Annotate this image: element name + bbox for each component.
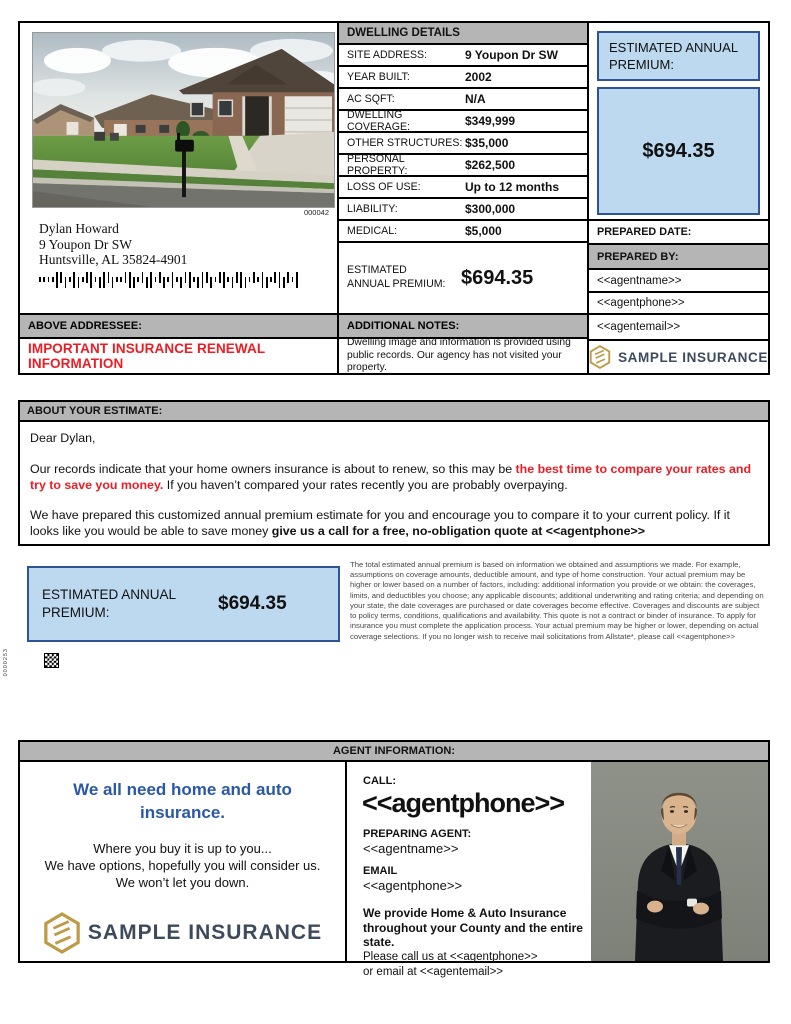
intelligent-mail-barcode [39, 272, 337, 289]
table-row: OTHER STRUCTURES: $35,000 [339, 133, 587, 155]
datamatrix-barcode [45, 654, 58, 667]
agent-phone-large: <<agentphone>> [362, 788, 565, 818]
agent-information-section [18, 740, 770, 978]
premium-panel-value: $694.35 [597, 87, 760, 215]
email-label: EMAIL [363, 865, 398, 877]
additional-notes-cell [339, 336, 587, 374]
agent-name-row: <<agentname>> [589, 268, 768, 291]
dwelling-details-table [339, 23, 589, 373]
dwelling-details-header: DWELLING DETAILS [339, 23, 587, 45]
premium-panel [589, 23, 768, 373]
pitch-heading: We all need home and auto insurance. [73, 780, 292, 822]
top-summary-section [18, 21, 770, 375]
agent-portrait-graphic [591, 762, 768, 961]
agent-email-row: <<agentemail>> [589, 313, 768, 339]
brand-logo-large [20, 912, 345, 954]
letter-paragraph-1: Our records indicate that your home owners insurance is about to renew, so this may be the best time to compare your rates and try to save you money. If you haven’t compared your rates recently you are probably overpaying. [30, 461, 752, 492]
blurb-email-line: or email at <<agentemail>> [363, 965, 504, 978]
letter-red-highlight: the best time to compare your rates and try to save you money. [30, 461, 752, 492]
pitch-lines: Where you buy it is up to you... We have options, hopefully you will consider us. We won’t let you down. [44, 840, 321, 891]
premium-summary-label: ESTIMATED ANNUAL PREMIUM: [42, 586, 176, 620]
agent-contact-cell [347, 762, 591, 978]
table-row: MEDICAL: $5,000 [339, 221, 587, 243]
agent-phone-row: <<agentphone>> [589, 291, 768, 313]
addressee-block [20, 219, 337, 268]
brand-hexagon-icon [589, 345, 611, 369]
agency-pitch-cell [20, 762, 347, 961]
estimate-letter [20, 422, 768, 564]
coverage-blurb: We provide Home & Auto Insurance throughout your County and the entire state. [363, 906, 583, 950]
letter-paragraph-2: We have prepared this customized annual premium estimate for you and encourage you to compare it to your current policy. If it looks like you would be able to save money give us a call for a free, no-obligation quote at <<agentphone>> [30, 508, 730, 538]
addressee-column [20, 23, 339, 373]
table-row: LOSS OF USE: Up to 12 months [339, 177, 587, 199]
table-row: LIABILITY: $300,000 [339, 199, 587, 221]
print-control-code: 0000253 [3, 648, 9, 677]
agent-portrait-photo [591, 762, 768, 961]
call-label: CALL: [363, 775, 396, 787]
additional-notes-header: ADDITIONAL NOTES: [339, 313, 587, 339]
premium-summary-box [27, 566, 340, 642]
agent-information-header: AGENT INFORMATION: [20, 742, 768, 762]
premium-panel-label: ESTIMATED ANNUAL PREMIUM: [597, 31, 760, 81]
estimated-premium-row: ESTIMATED ANNUAL PREMIUM: $694.35 [347, 264, 534, 290]
above-addressee-header: ABOVE ADDRESSEE: [20, 313, 337, 339]
prepared-by-row: PREPARED BY: [589, 243, 768, 268]
renewal-message: IMPORTANT INSURANCE RENEWAL INFORMATION [28, 341, 265, 371]
about-your-estimate-section [18, 400, 770, 546]
additional-notes-text: Dwelling image and information is provided using public records. Our agency has not visited your property. [347, 336, 571, 374]
photo-id-label: 000042 [303, 208, 329, 217]
about-estimate-header: ABOUT YOUR ESTIMATE: [20, 402, 768, 422]
dwelling-photo [32, 32, 335, 208]
table-row: YEAR BUILT: 2002 [339, 67, 587, 89]
brand-name: SAMPLE INSURANCE [618, 349, 768, 365]
legal-disclaimer: The total estimated annual premium is based on information we obtained and assumptions we made. For example, assumptions on coverage amounts, deductible amount, and type of home construction. Your actual premium may be higher or lower based on a number of factors, including: additional information you provide or we obtain: the coverages, limits, and deductibles you choose; any applicable discounts; additional underwriting and rating criteria; and depending on your state, the date coverages are purchased or date coverages become effective. Coverages and discounts are subject to policy terms, conditions, qualifications and availability. This quote is not a contract or binder of insurance. To apply for insurance you must complete the application process. Your actual premium may be higher or lower, depending on actual coverage selections. If you no longer wish to receive mail solicitations from Allstate*, please call <<agentphone>> [350, 560, 764, 641]
letter-salutation: Dear Dylan, [30, 431, 96, 445]
blurb-call-line: Please call us at <<agentphone>> [363, 950, 538, 963]
preparing-agent-value: <<agentname>> [363, 841, 459, 856]
brand-name: SAMPLE INSURANCE [87, 921, 323, 945]
table-row: DWELLING COVERAGE: $349,999 [339, 111, 587, 133]
renewal-message-cell [20, 339, 337, 373]
addressee-city: Huntsville, AL 35824-4901 [39, 252, 188, 268]
table-row: AC SQFT: N/A [339, 89, 587, 111]
table-row: PERSONAL PROPERTY: $262,500 [339, 155, 587, 177]
addressee-street: 9 Youpon Dr SW [39, 236, 133, 252]
table-row: SITE ADDRESS: 9 Youpon Dr SW [339, 45, 587, 67]
agent-information-content [20, 762, 768, 978]
addressee-name: Dylan Howard [39, 221, 119, 236]
brand-logo-cell [589, 339, 768, 373]
prepared-date-row: PREPARED DATE: [589, 219, 768, 243]
email-value: <<agentphone>> [363, 878, 463, 893]
premium-summary-value: $694.35 [218, 593, 287, 614]
estimated-premium-value: $694.35 [461, 266, 534, 289]
preparing-agent-label: PREPARING AGENT: [363, 828, 472, 840]
dwelling-photo-graphic [33, 33, 334, 207]
letter-bold-cta: give us a call for a free, no-obligation quote at <<agentphone>> [271, 524, 645, 538]
brand-hexagon-icon [43, 912, 81, 954]
